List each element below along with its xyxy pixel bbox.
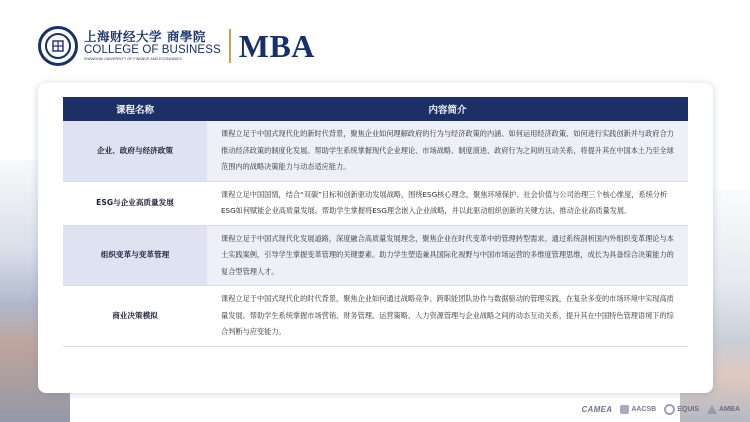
equis-logo [664, 404, 699, 415]
table-row [63, 181, 688, 225]
school-name-en-sub: SHANGHAI UNIVERSITY OF FINANCE AND ECONOMICS [84, 57, 182, 61]
university-seal-icon [38, 26, 78, 66]
course-table [63, 97, 688, 347]
course-description: 课程立足于中国式现代化的新时代背景，聚焦企业如何理解政府的行为与经济政策的内涵、如何运用经济政策、如何进行实践创新并与政府合力推动经济政策的制度化发展。帮助学生系统掌握现代企业理论、市场战略、制度演进、政府行为之间的互动关系，将提升其在中国本土乃至全球范围内的战略决策能力与动态适应能力。 [207, 121, 688, 181]
column-header-description: 内容简介 [207, 97, 688, 121]
program-title: MBA [238, 28, 315, 64]
school-name-en: COLLEGE OF BUSINESS [84, 44, 221, 56]
course-name: 组织变革与变革管理 [63, 225, 207, 286]
aacsb-logo-text: AACSB [631, 406, 657, 413]
amba-logo [707, 405, 740, 414]
column-header-course-name: 课程名称 [63, 97, 207, 121]
camea-logo [581, 405, 612, 414]
course-card [38, 83, 713, 393]
course-description: 课程立足于中国式现代化发展道路，深度融合高质量发展理念，聚焦企业在时代变革中的管理转型需求。通过系统剖析国内外组织变革理论与本土实践案例，引导学生掌握变革管理的关键要素。助力学生塑造兼具国际化视野与中国市场运营的多维度管理思维，成长为具备综合决策能力的复合型管理人才。 [207, 225, 688, 286]
equis-mark-icon [664, 404, 675, 415]
header [38, 22, 315, 70]
camea-logo-text: CAMEA [581, 405, 613, 414]
table-row [63, 286, 688, 347]
school-name-cn: 上海财经大学 商學院 [84, 29, 206, 44]
amba-mark-icon [707, 405, 717, 414]
equis-logo-text: EQUIS [677, 406, 699, 413]
table-header-row [63, 97, 688, 121]
accreditation-logos [581, 404, 740, 415]
aacsb-mark-icon [620, 405, 629, 414]
course-description: 课程立足中国国情，结合“双碳”目标和创新驱动发展战略，围绕ESG核心理念，聚焦环境保护、社会价值与公司治理三个核心维度，系统分析ESG如何赋能企业高质量发展。帮助学生掌握将ESG理念嵌入企业战略，并以此驱动组织创新的关键方法，推动企业高质量发展。 [207, 181, 688, 225]
course-description: 课程立足于中国式现代化的时代背景，聚焦企业如何通过战略竞争、跨职能团队协作与数据驱动的管理实践，在复杂多变的市场环境中实现高质量发展。帮助学生系统掌握市场营销、财务管理、运营策略、人力资源管理与企业战略之间的动态互动关系，提升其在中国特色管理语境下的综合判断与应变能力。 [207, 286, 688, 347]
amba-logo-text: AMBA [719, 406, 740, 413]
table-row [63, 121, 688, 181]
table-row [63, 225, 688, 286]
school-name [84, 30, 221, 62]
course-name: 商业决策模拟 [63, 286, 207, 347]
course-name: 企业、政府与经济政策 [63, 121, 207, 181]
course-name: ESG与企业高质量发展 [63, 181, 207, 225]
header-divider [229, 29, 231, 63]
aacsb-logo [620, 405, 656, 414]
